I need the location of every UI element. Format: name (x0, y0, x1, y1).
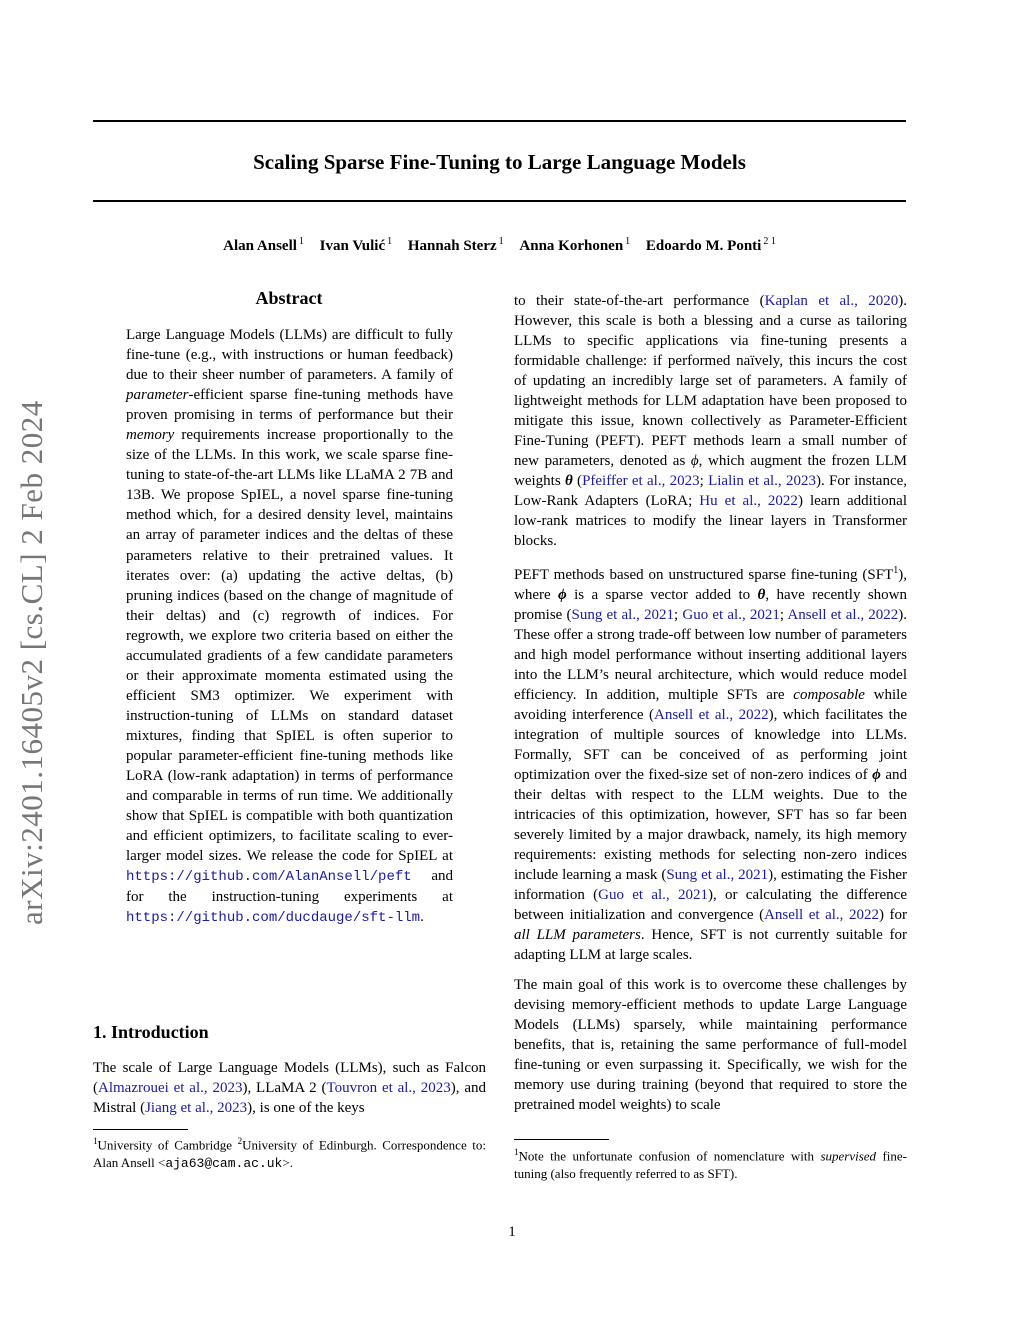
citation-link[interactable]: Guo et al., 2021 (682, 607, 780, 623)
footnote-rule-left (93, 1129, 188, 1130)
introduction-body: The scale of Large Language Models (LLMs), such as Falcon (Almazrouei et al., 2023), LLaMA 2 (Touvron et al., 2023), and Mistral (Jiang et al., 2023), is one of the keys (93, 1060, 486, 1116)
citation-link[interactable]: Hu et al., 2022 (699, 493, 798, 509)
citation-link[interactable]: Ansell et al., 2022 (653, 707, 769, 723)
author-list (93, 236, 906, 255)
code-link-peft[interactable]: https://github.com/AlanAnsell/peft (126, 869, 412, 886)
abstract-body: Large Language Models (LLMs) are difficult to fully fine-tune (e.g., with instructions or human feedback) due to their sheer number of parameters. A family of parameter-efficient sparse fine-tuning methods have proven promising in terms of performance but their memory requirements increase proportionally to the size of the LLMs. In this work, we scale sparse fine-tuning to state-of-the-art LLMs like LLaMA 2 7B and 13B. We propose SpIEL, a novel sparse fine-tuning method which, for a desired density level, maintains an array of parameter indices and the deltas of these parameters relative to their pretrained values. It iterates over: (a) updating the active deltas, (b) pruning indices (based on the change of magnitude of their deltas) and (c) regrowth of indices. For regrowth, we explore two criteria based on either the accumulated gradients of a few candidate parameters or their approximate momenta estimated using the efficient SM3 optimizer. We experiment with instruction-tuning of LLMs on standard dataset mixtures, finding that SpIEL is often superior to popular parameter-efficient fine-tuning methods like LoRA (low-rank adaptation) in terms of performance and comparable in terms of run time. We additionally show that SpIEL is compatible with both quantization and efficient optimizers, to facilitate scaling to ever-larger model sizes. We release the code for SpIEL at https://github.com/AlanAnsell/peft and for the instruction-tuning experiments at https://github.com/ducdauge/sft-llm. (126, 327, 453, 927)
citation-link[interactable]: Touvron et al., 2023 (326, 1080, 451, 1096)
citation-link[interactable]: Ansell et al., 2022 (787, 607, 899, 623)
citation-link[interactable]: Ansell et al., 2022 (764, 907, 879, 923)
paragraph: The main goal of this work is to overcome these challenges by devising memory-efficient methods to update Large Language Models (LLMs) sparsely, while maintaining performance benefits, that is, retaining the same performance of full-model fine-tuning or even surpassing it. Specifically, we wish for the memory use during training (beyond that required to store the pretrained model weights) to scale (514, 977, 907, 1113)
arxiv-sidebar-id: arXiv:2401.16405v2 [cs.CL] 2 Feb 2024 (14, 400, 49, 925)
footnote-rule-right (514, 1139, 609, 1140)
citation-link[interactable]: Sung et al., 2021 (666, 867, 769, 883)
abstract-heading: Abstract (255, 288, 323, 308)
citation-link[interactable]: Kaplan et al., 2020 (764, 293, 899, 309)
title-top-rule (93, 120, 906, 122)
sft-footnote: $^1$Note the unfortunate confusion of nomenclature with supervised fine-tuning (also frequently referred to as SFT). (514, 1147, 908, 1182)
code-link-sft-llm[interactable]: https://github.com/ducdauge/sft-llm (126, 910, 421, 927)
citation-link[interactable]: Guo et al., 2021 (598, 887, 708, 903)
author: Alan Ansell $^1$ (223, 236, 304, 254)
affiliation-footnote: $^1$University of Cambridge $^2$University of Edinburgh. Correspondence to: Alan Ansell <aja63@cam.ac.uk>. (93, 1136, 486, 1172)
citation-link[interactable]: Sung et al., 2021 (571, 607, 675, 623)
author: Ivan Vulić $^1$ (319, 236, 393, 254)
contact-email[interactable]: aja63@cam.ac.uk (165, 1156, 283, 1172)
title-bottom-rule (93, 200, 906, 202)
citation-link[interactable]: Jiang et al., 2023 (145, 1100, 248, 1116)
paragraph: PEFT methods based on unstructured sparse fine-tuning (SFT$^1$), where ϕ is a sparse vector added to θ, have recently shown promise (Sung et al., 2021; Guo et al., 2021; Ansell et al., 2022). These offer a strong trade-off between low number of parameters and high model performance without inserting additional layers into the LLM’s neural architecture, which would reduce model efficiency. In addition, multiple SFTs are composable while avoiding interference (Ansell et al., 2022), which facilitates the integration of multiple sources of knowledge into LLMs. Formally, SFT can be conceived of as performing joint optimization over the fixed-size set of non-zero indices of ϕ and their deltas with respect to the LLM weights. Due to the intricacies of this optimization, however, SFT has so far been severely limited by a major drawback, namely, its high memory requirements: existing methods for selecting non-zero indices include learning a mask (Sung et al., 2021), estimating the Fisher information (Guo et al., 2021), or calculating the difference between initialization and convergence (Ansell et al., 2022) for all LLM parameters. Hence, SFT is not currently suitable for adapting LLM at large scales. (514, 565, 908, 963)
citation-link[interactable]: Pfeiffer et al., 2023 (582, 473, 700, 489)
author: Hannah Sterz $^1$ (407, 236, 504, 254)
citation-link[interactable]: Almazrouei et al., 2023 (98, 1080, 243, 1096)
right-column-text (514, 291, 907, 1115)
author: Edoardo M. Ponti $^{2 1}$ (645, 236, 776, 254)
paper-title: Scaling Sparse Fine-Tuning to Large Language Models (253, 150, 746, 174)
paragraph: to their state-of-the-art performance (Kaplan et al., 2020). However, this scale is both a blessing and a curse as tailoring LLMs to specific applications via fine-tuning presents a formidable challenge: if performed naïvely, this incurs the cost of updating an incredibly large set of parameters. A family of lightweight methods for LLM adaptation have been proposed to mitigate this issue, known collectively as Parameter-Efficient Fine-Tuning (PEFT). PEFT methods learn a small number of new parameters, denoted as ϕ, which augment the frozen LLM weights θ (Pfeiffer et al., 2023; Lialin et al., 2023). For instance, Low-Rank Adapters (LoRA; Hu et al., 2022) learn additional low-rank matrices to modify the linear layers in Transformer blocks. (514, 293, 908, 549)
author: Anna Korhonen $^1$ (519, 236, 631, 254)
citation-link[interactable]: Lialin et al., 2023 (708, 473, 816, 489)
footnote-marker[interactable]: 1 (893, 565, 899, 576)
introduction-heading: 1. Introduction (93, 1022, 209, 1042)
page-number: 1 (508, 1224, 516, 1240)
